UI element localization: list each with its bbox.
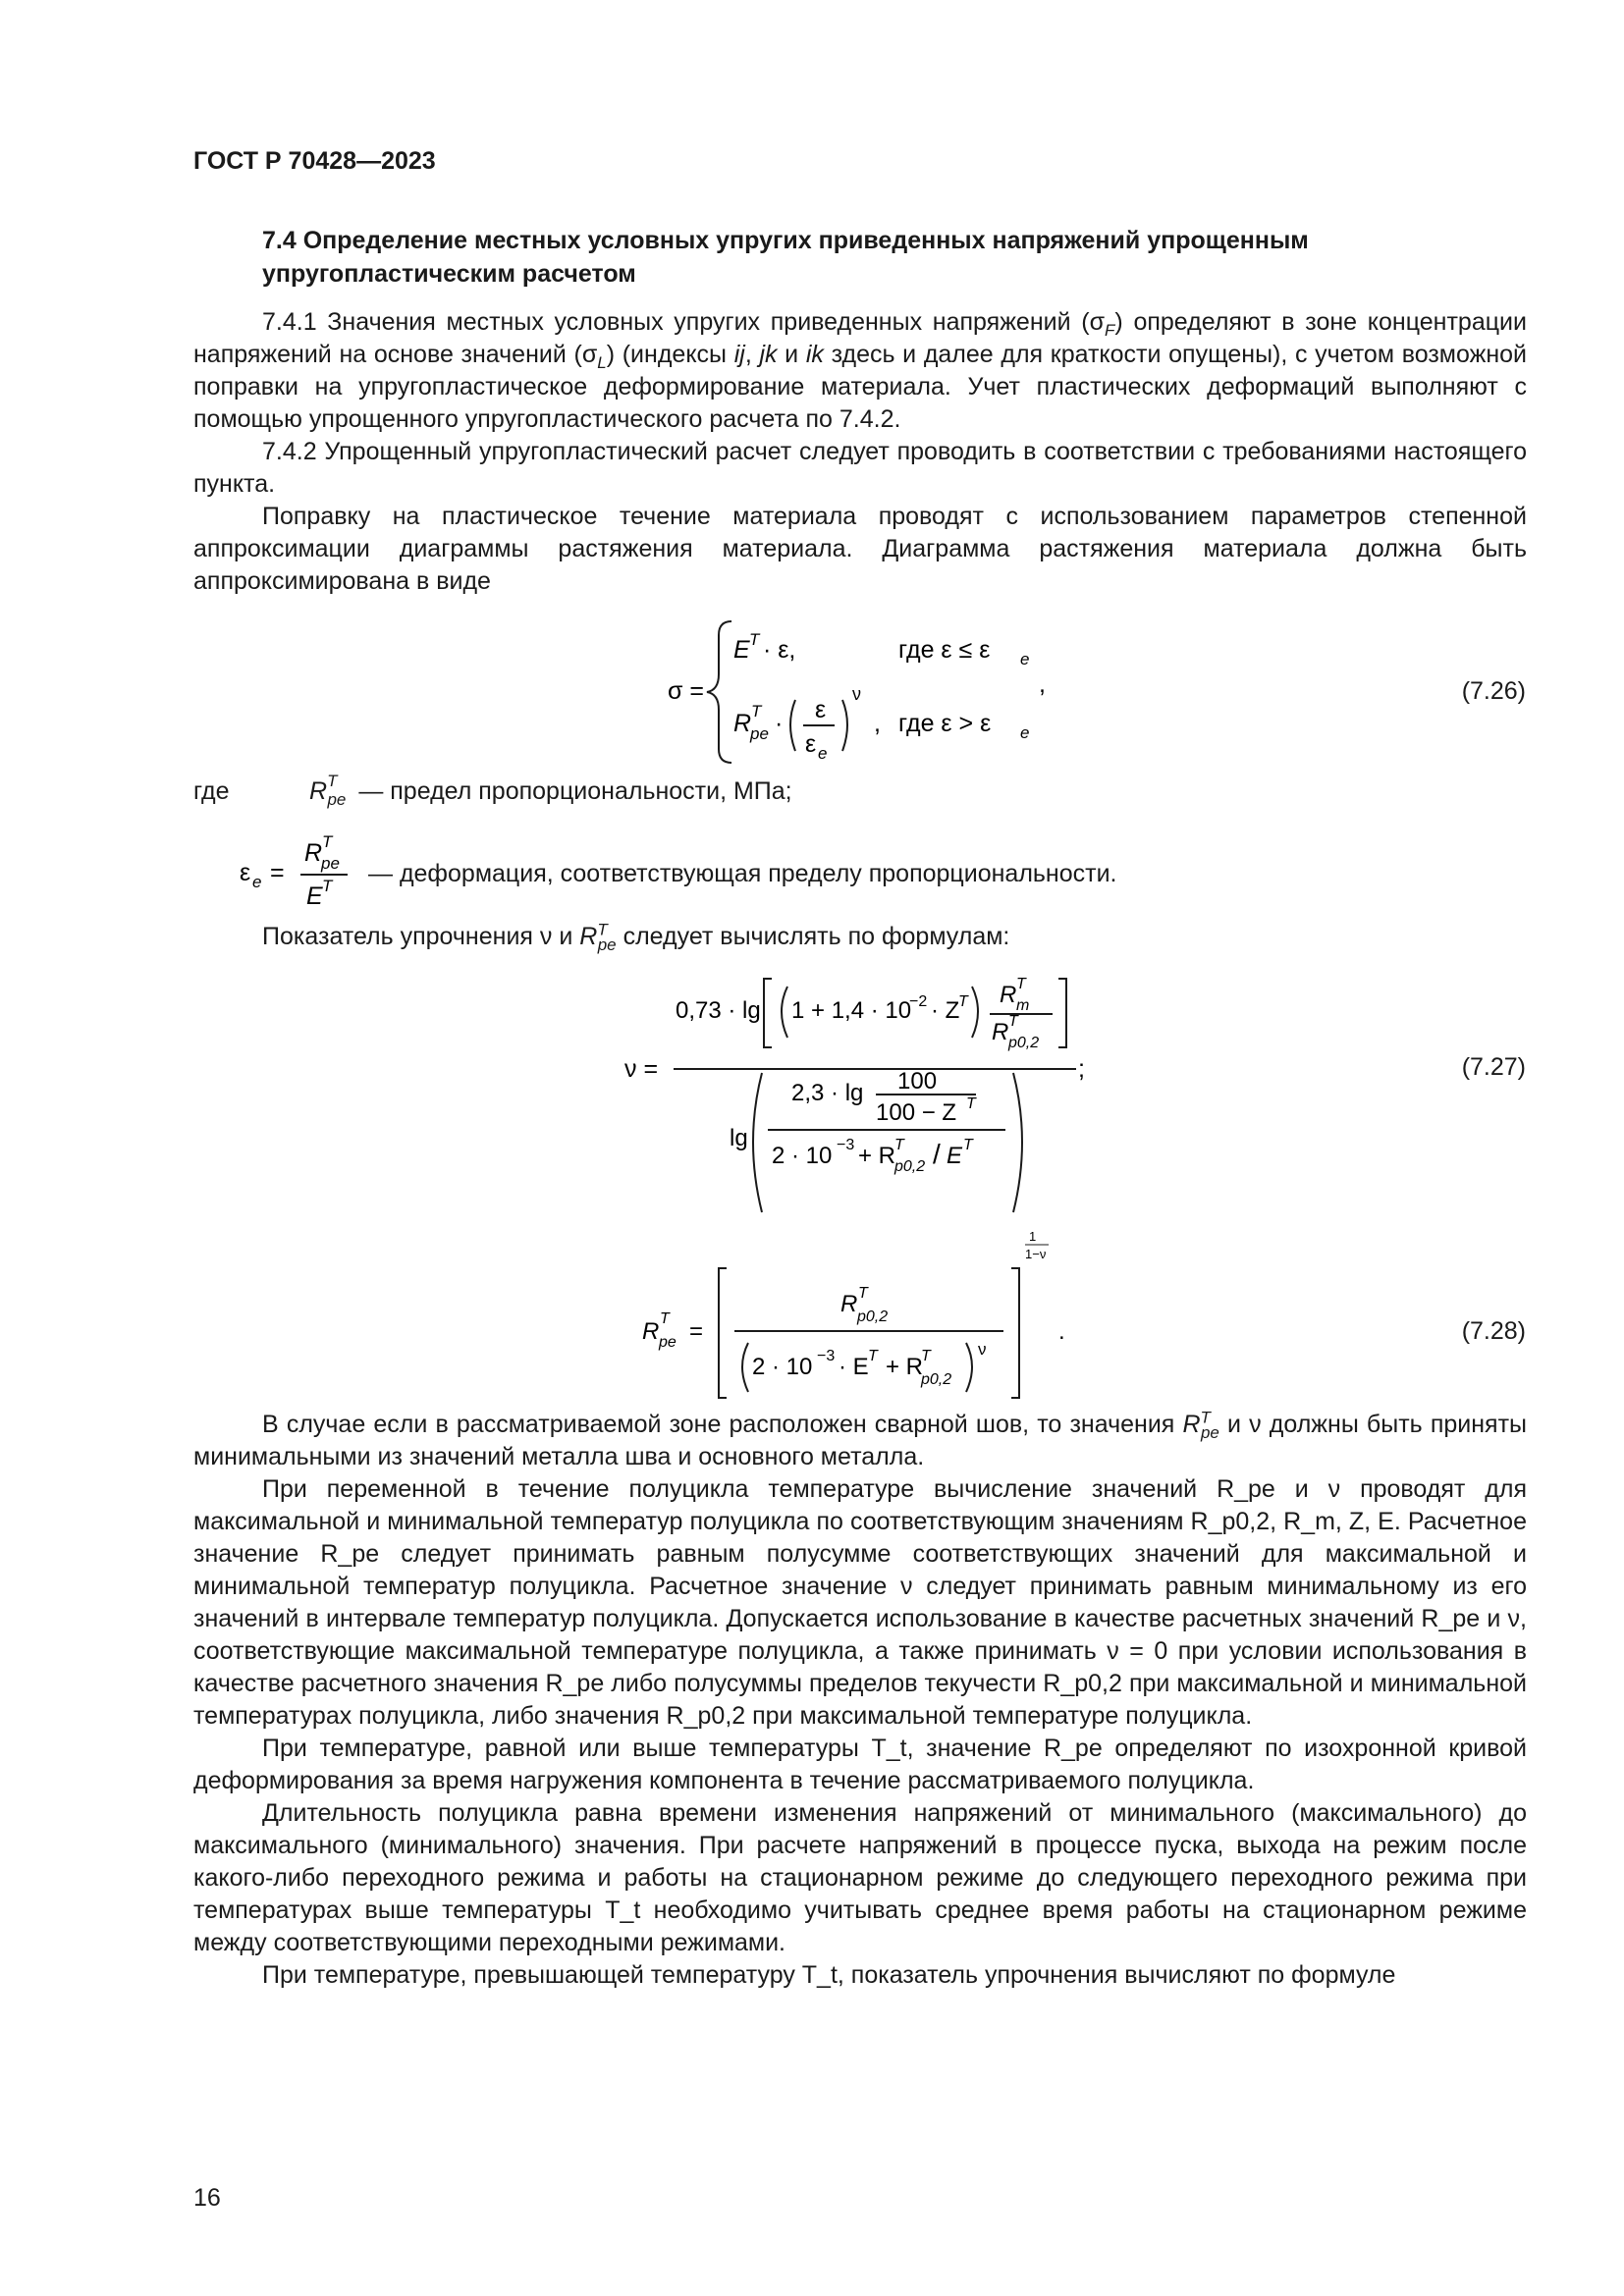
formula-7-27 — [619, 967, 1129, 1222]
svg-text:E: E — [947, 1143, 963, 1169]
where-item-epsilon: — деформация, соответствующая пределу пропорциональности. — [368, 860, 1117, 887]
intro-text — [193, 306, 1527, 598]
svg-text:100: 100 — [897, 1068, 938, 1095]
svg-text:где ε ≤ ε: где ε ≤ ε — [898, 636, 991, 664]
where-item-rpe: $R^T_{pe}$ — предел пропорциональности, МПа; — [309, 771, 792, 809]
svg-text:−3: −3 — [837, 1137, 855, 1153]
svg-text:pe: pe — [659, 1334, 677, 1351]
formula-7-26 — [638, 614, 1129, 771]
svg-text:R: R — [733, 710, 752, 737]
svg-text:pe: pe — [750, 724, 769, 743]
svg-text:R: R — [992, 1019, 1009, 1045]
formula-number-7-26: (7.26) — [1461, 677, 1526, 705]
svg-text:T: T — [322, 832, 333, 851]
svg-text:=: = — [689, 1318, 704, 1345]
svg-text:lg: lg — [730, 1125, 748, 1151]
svg-text:p0,2: p0,2 — [857, 1308, 889, 1325]
section-title: 7.4 Определение местных условных упругих приведенных напряжений упрощенным упругопластическим расчетом — [262, 227, 1309, 288]
svg-text:−3: −3 — [817, 1348, 836, 1364]
svg-text:2 · 10: 2 · 10 — [772, 1143, 833, 1169]
svg-text:T: T — [868, 1348, 878, 1364]
svg-text:=: = — [270, 859, 285, 886]
svg-text:T: T — [921, 1348, 931, 1364]
hardening-intro: Показатель упрочнения ν и $R^T_{pe}$ следует вычислять по формулам: — [262, 920, 1010, 954]
paragraph-weld: В случае если в рассматриваемой зоне расположен сварной шов, то значения $R^T_{pe}$ и ν должны быть приняты минимальными из значений металла шва и основного металла. — [193, 1408, 1528, 1470]
svg-text:T: T — [958, 993, 968, 1010]
svg-text:R: R — [840, 1291, 858, 1317]
svg-text:.: . — [1058, 1318, 1065, 1345]
svg-text:ε: ε — [805, 730, 817, 758]
svg-text:2,3 · lg: 2,3 · lg — [791, 1080, 864, 1106]
svg-text:T: T — [1008, 1013, 1018, 1030]
svg-text:p0,2: p0,2 — [1008, 1035, 1040, 1051]
svg-text:T: T — [660, 1310, 670, 1327]
svg-text:T: T — [751, 702, 762, 721]
svg-text:E: E — [733, 636, 750, 664]
svg-text:e: e — [818, 744, 828, 763]
svg-text:T: T — [1016, 976, 1026, 992]
svg-text:ν =: ν = — [624, 1055, 659, 1083]
svg-text:R: R — [304, 839, 323, 867]
svg-text:e: e — [252, 873, 262, 891]
svg-text:100 − Z: 100 − Z — [876, 1099, 957, 1126]
svg-text:2 · 10: 2 · 10 — [752, 1354, 813, 1380]
svg-text:p0,2: p0,2 — [921, 1371, 952, 1388]
svg-text:e: e — [1020, 723, 1030, 742]
svg-text:e: e — [1020, 650, 1030, 668]
svg-text:p0,2: p0,2 — [894, 1158, 926, 1175]
where-label: где — [193, 777, 230, 805]
paragraph-approximation: Поправку на пластическое течение материала проводят с использованием параметров степенной аппроксимации диаграммы растяжения материала. Диаграмма растяжения материала должна быть аппроксимирована в виде — [193, 503, 1527, 595]
svg-text:;: ; — [1078, 1055, 1085, 1083]
svg-text:1 + 1,4 · 10: 1 + 1,4 · 10 — [791, 997, 912, 1024]
paragraph-7-4-2: 7.4.2 Упрощенный упругопластический расчет следует проводить в соответствии с требованиями настоящего пункта. — [193, 438, 1527, 498]
paragraph-above-tt: При температуре, превышающей температуру T_t, показатель упрочнения вычисляют по формуле — [262, 1961, 1396, 1989]
svg-text:T: T — [963, 1137, 973, 1153]
svg-text:где ε > ε: где ε > ε — [898, 710, 992, 737]
svg-text:ε: ε — [815, 696, 827, 723]
svg-text:E: E — [306, 882, 323, 910]
svg-text:·: · — [775, 710, 784, 737]
document-code: ГОСТ Р 70428—2023 — [193, 147, 436, 175]
svg-text:−2: −2 — [909, 993, 928, 1010]
svg-text:,: , — [874, 710, 881, 737]
svg-text:R: R — [1000, 982, 1017, 1008]
svg-text:ν: ν — [978, 1340, 987, 1359]
svg-text:+ R: + R — [886, 1354, 924, 1380]
svg-text:· Z: · Z — [931, 997, 960, 1024]
svg-text:· E: · E — [839, 1354, 869, 1380]
svg-text:T: T — [749, 630, 760, 649]
svg-text:0,73 · lg: 0,73 · lg — [676, 997, 761, 1024]
svg-text:m: m — [1016, 997, 1030, 1014]
svg-text:R: R — [642, 1318, 660, 1345]
page-number: 16 — [193, 2184, 221, 2212]
paragraph-variable-temp: При переменной в течение полуцикла температуре вычисление значений R_pe и ν проводят для максимальной и минимальной температур полуцикла по соответствующим значениям R_p0,2, R_m, Z, E. Расчетное значение R_pe следует принимать равным полусумме соответствующих значений для максимальной и минимальной температур полуцикла. Расчетное значение ν следует принимать равным минимальному из его значений в интервале температур полуцикла. Допускается использование в качестве расчетных значений R_pe и ν, соответствующие максимальной температуре полуцикла, а также принимать ν = 0 при условии использования в качестве расчетного значения R_pe либо полусуммы пределов текучести R_p0,2 при максимальной и минимальной температурах полуцикла, либо значения R_p0,2 при максимальной температуре полуцикла. — [193, 1475, 1527, 1730]
paragraph-half-cycle: Длительность полуцикла равна времени изменения напряжений от минимального (максимального) до максимального (минимального) значения. При расчете напряжений в процессе пуска, выхода на режим после какого-либо переходного режима и работы на стационарном режиме до следующего переходного режима при температурах выше температуры T_t необходимо учитывать среднее время работы на стационарном режиме между соответствующими переходными режимами. — [193, 1799, 1527, 1956]
formula-number-7-28: (7.28) — [1461, 1317, 1526, 1345]
svg-text:ν: ν — [852, 684, 861, 704]
paragraph-isochronous: При температуре, равной или выше температуры T_t, значение R_pe определяют по изохронной кривой деформирования за время нагружения компонента в течение рассматриваемого полуцикла. — [193, 1735, 1527, 1794]
svg-text:T: T — [858, 1285, 868, 1302]
svg-text:pe: pe — [321, 854, 340, 873]
svg-text:ε: ε — [240, 859, 251, 886]
svg-text:1: 1 — [1029, 1229, 1037, 1244]
svg-text:,: , — [1039, 670, 1046, 698]
svg-text:1−ν: 1−ν — [1025, 1247, 1047, 1261]
svg-text:· ε,: · ε, — [763, 636, 796, 664]
svg-text:T: T — [966, 1095, 976, 1112]
formula-7-28 — [638, 1229, 1100, 1401]
epsilon-e-fraction — [236, 829, 373, 913]
paragraph-7-4-1: 7.4.1 Значения местных условных упругих приведенных напряжений $(\sigma_F)$ определяют в зоне концентрации напряжений на основе значений $(\sigma_L)$ (индексы ij, jk и ik здесь и далее для краткости опущены), с учетом возможной поправки на упругопластическое деформирование материала. Учет пластических деформаций выполняют с помощью упрощенного упругопластического расчета по 7.4.2. — [193, 308, 1527, 433]
svg-text:T: T — [322, 877, 333, 895]
svg-text:T: T — [894, 1137, 904, 1153]
svg-text:/: / — [933, 1139, 941, 1169]
svg-text:σ =: σ = — [668, 677, 704, 705]
body-text-bottom — [193, 1409, 1527, 1992]
formula-number-7-27: (7.27) — [1461, 1053, 1526, 1081]
svg-text:+ R: + R — [858, 1143, 896, 1169]
